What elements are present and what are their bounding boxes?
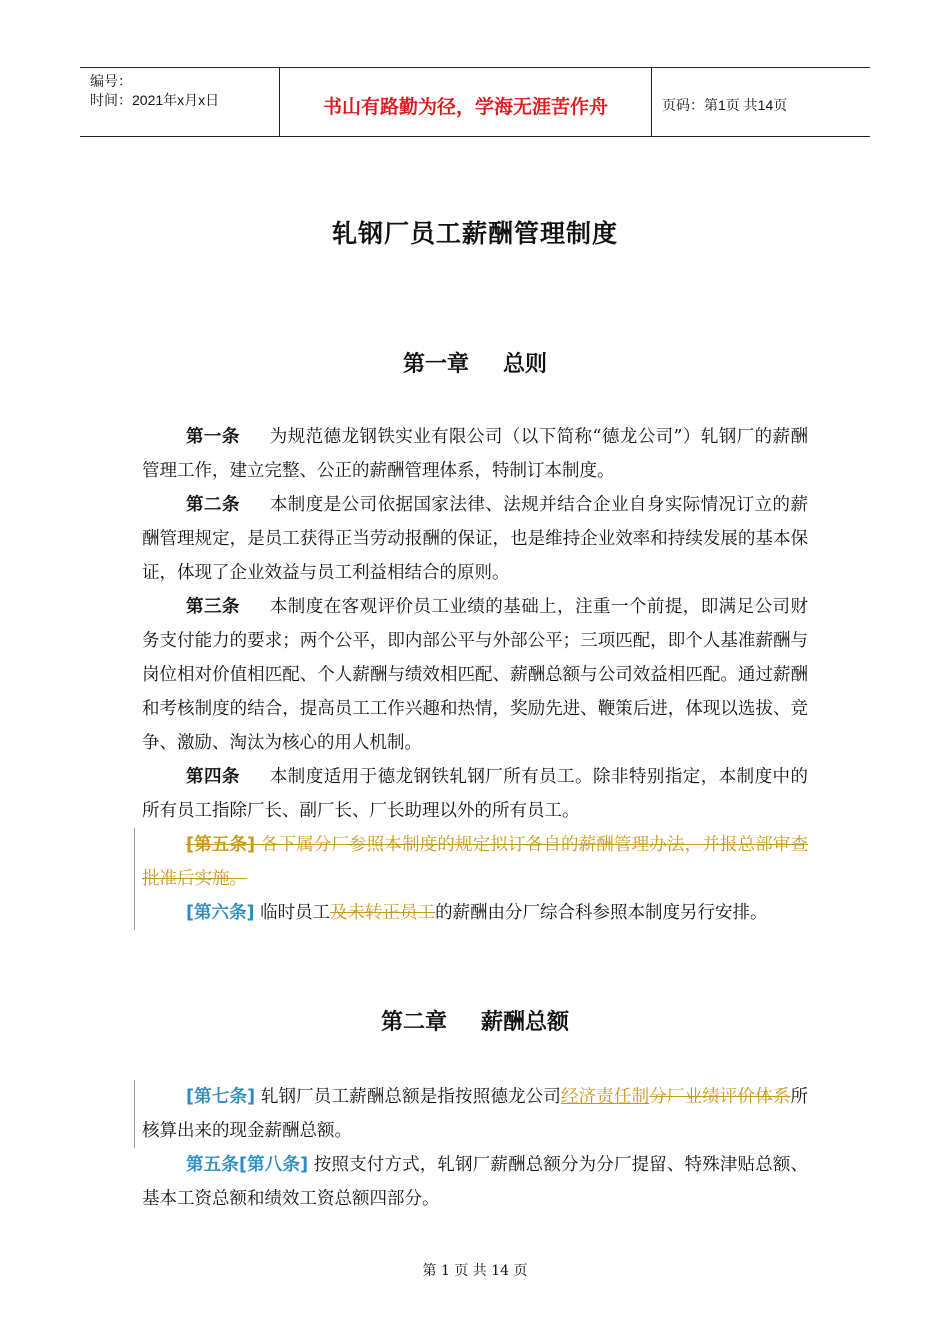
article-text: 所核算出来的现金薪酬总额。 [142, 1087, 809, 1141]
article-text: 本制度适用于德龙钢铁轧钢厂所有员工。除非特别指定，本制度中的所有员工指除厂长、副厂长、厂长助理以外的所有员工。 [142, 767, 808, 821]
document-time: 时间：2021年x月x日 [90, 92, 220, 108]
tracked-change-paragraph [134, 896, 808, 930]
chapter-heading [0, 347, 950, 378]
article-text: 为规范德龙钢铁实业有限公司（以下简称“德龙公司”）轧钢厂的薪酬管理工作，建立完整、公正的薪酬管理体系，特制订本制度。 [142, 427, 808, 481]
chapter2-body [142, 1080, 808, 1216]
article-label: 第二条 [186, 495, 240, 515]
header-motto: 书山有路勤为径，学海无涯苦作舟 [280, 68, 652, 136]
chapter1-body [142, 420, 808, 930]
tracked-change-paragraph [134, 1080, 808, 1148]
chapter-name: 薪酬总额 [481, 1010, 570, 1035]
chapter-name: 总则 [503, 352, 548, 377]
article-label: [第五条] [186, 835, 256, 855]
document-title: 轧钢厂员工薪酬管理制度 [331, 219, 618, 248]
article-text: 临时员工 [254, 903, 331, 923]
article-paragraph [142, 1148, 808, 1216]
article-paragraph [142, 488, 808, 590]
article-paragraph [142, 420, 808, 488]
article-paragraph [142, 590, 808, 760]
chapter-number: 第二章 [380, 1010, 447, 1035]
article-label: 第三条 [186, 597, 240, 617]
article-label: 第五条[第八条] [186, 1155, 309, 1175]
article-text: 本制度在客观评价员工业绩的基础上，注重一个前提，即满足公司财务支付能力的要求；两个公平，即内部公平与外部公平；三项匹配，即个人基准薪酬与岗位相对价值相匹配、个人薪酬与绩效相匹配、薪酬总额与公司效益相匹配。通过薪酬和考核制度的结合，提高员工工作兴趣和热情，奖励先进、鞭策后进，体现以选拔、竞争、激励、淘汰为核心的用人机制。 [142, 597, 808, 753]
inserted-text: 经济责任制 [560, 1087, 650, 1107]
deleted-text: 分厂业绩评价体系 [649, 1087, 791, 1107]
deleted-text: 及未转正员工 [330, 903, 436, 923]
article-label: 第四条 [186, 767, 240, 787]
article-text: 的薪酬由分厂综合科参照本制度另行安排。 [435, 903, 768, 923]
page-header [80, 67, 870, 137]
page-footer: 第 1 页 共 14 页 [422, 1263, 528, 1279]
deleted-text: 各下属分厂参照本制度的规定拟订各自的薪酬管理办法，并报总部审查批准后实施。 [142, 835, 809, 889]
article-text: 本制度是公司依据国家法律、法规并结合企业自身实际情况订立的薪酬管理规定，是员工获得正当劳动报酬的保证，也是维持企业效率和持续发展的基本保证，体现了企业效益与员工利益相结合的原则。 [142, 495, 808, 583]
chapter-number: 第一章 [402, 352, 469, 377]
article-paragraph [142, 760, 808, 828]
article-text: 轧钢厂员工薪酬总额是指按照德龙公司 [255, 1087, 561, 1107]
header-page-info: 页码：第1页 共14页 [662, 97, 788, 113]
article-label: [第七条] [186, 1087, 256, 1107]
tracked-change-paragraph [134, 828, 808, 896]
header-meta [80, 68, 280, 136]
chapter-heading [0, 1005, 950, 1036]
article-text: 按照支付方式，轧钢厂薪酬总额分为分厂提留、特殊津贴总额、基本工资总额和绩效工资总额四部分。 [142, 1155, 809, 1209]
document-number: 编号： [90, 73, 132, 89]
article-label: 第一条 [186, 427, 240, 447]
article-label: [第六条] [186, 903, 255, 923]
